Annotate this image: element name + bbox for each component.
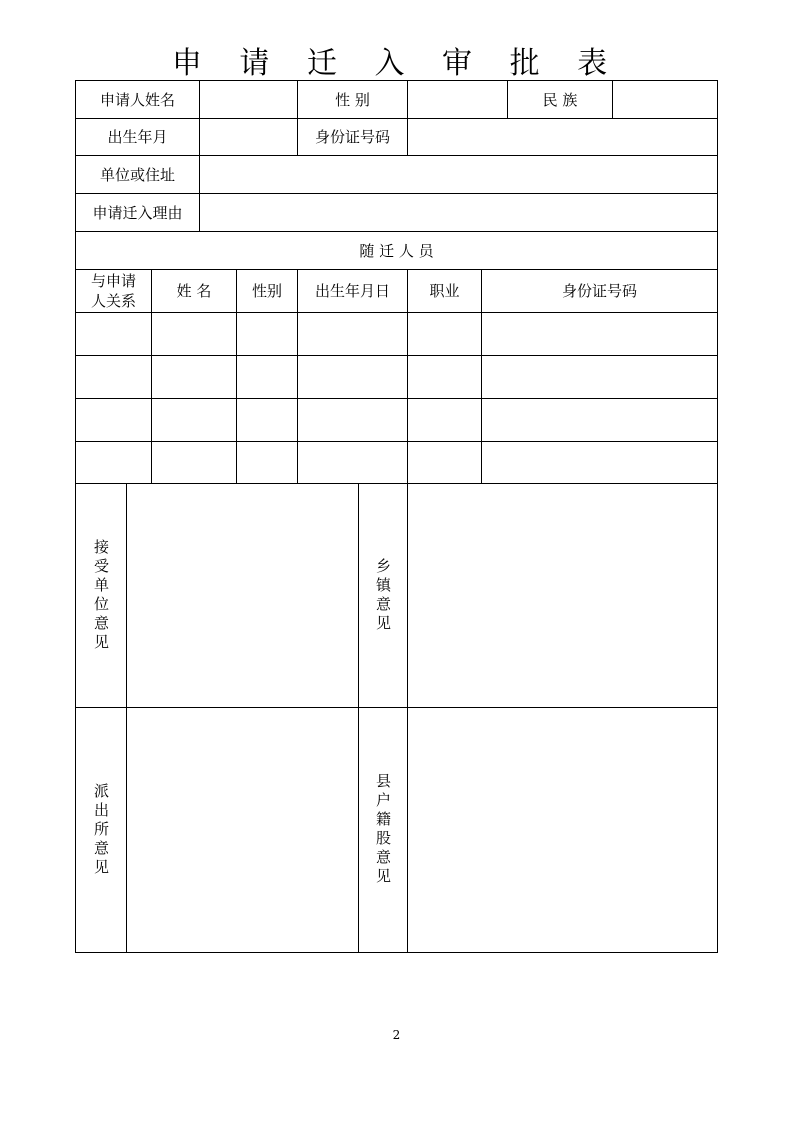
companion-cell[interactable]	[151, 398, 237, 442]
companion-cell[interactable]	[407, 441, 482, 484]
id-number-label: 身份证号码	[297, 118, 408, 156]
companion-cell[interactable]	[236, 312, 298, 356]
gender-field[interactable]	[407, 80, 508, 119]
ethnicity-label: 民 族	[507, 80, 613, 119]
companion-cell[interactable]	[151, 312, 237, 356]
companion-cell[interactable]	[407, 312, 482, 356]
police-station-opinion-field[interactable]	[126, 707, 359, 953]
col-relation: 与申请人关系	[75, 269, 152, 313]
col-occupation: 职业	[407, 269, 482, 313]
companion-cell[interactable]	[297, 355, 408, 399]
companion-cell[interactable]	[407, 355, 482, 399]
birth-field[interactable]	[199, 118, 298, 156]
address-label: 单位或住址	[75, 155, 200, 194]
gender-label: 性 别	[297, 80, 408, 119]
col-name: 姓 名	[151, 269, 237, 313]
applicant-name-label: 申请人姓名	[75, 80, 200, 119]
companion-cell[interactable]	[151, 441, 237, 484]
companion-cell[interactable]	[297, 398, 408, 442]
companion-cell[interactable]	[481, 441, 718, 484]
township-opinion-label	[358, 483, 408, 708]
companion-cell[interactable]	[75, 398, 152, 442]
companion-cell[interactable]	[236, 355, 298, 399]
col-birthdate: 出生年月日	[297, 269, 408, 313]
receiving-unit-opinion-text: 接受单位意见	[92, 538, 110, 653]
county-registry-opinion-label	[358, 707, 408, 953]
ethnicity-field[interactable]	[612, 80, 718, 119]
companion-cell[interactable]	[297, 441, 408, 484]
id-number-field[interactable]	[407, 118, 718, 156]
form-title: 申 请 迁 入 审 批 表	[171, 46, 622, 81]
police-station-opinion-text: 派出所意见	[92, 782, 110, 878]
companion-cell[interactable]	[481, 355, 718, 399]
county-registry-opinion-text: 县户籍股意见	[374, 773, 392, 887]
col-id-number: 身份证号码	[481, 269, 718, 313]
companion-cell[interactable]	[75, 312, 152, 356]
companion-cell[interactable]	[75, 355, 152, 399]
companion-cell[interactable]	[407, 398, 482, 442]
companion-cell[interactable]	[236, 398, 298, 442]
companion-cell[interactable]	[481, 398, 718, 442]
companion-cell[interactable]	[481, 312, 718, 356]
companion-cell[interactable]	[236, 441, 298, 484]
county-registry-opinion-field[interactable]	[407, 707, 718, 953]
township-opinion-field[interactable]	[407, 483, 718, 708]
birth-label: 出生年月	[75, 118, 200, 156]
township-opinion-text: 乡镇意见	[374, 557, 392, 634]
receiving-unit-opinion-label	[75, 483, 127, 708]
address-field[interactable]	[199, 155, 718, 194]
companion-cell[interactable]	[297, 312, 408, 356]
companion-cell[interactable]	[151, 355, 237, 399]
reason-label: 申请迁入理由	[75, 193, 200, 232]
application-form	[75, 80, 718, 953]
companion-cell[interactable]	[75, 441, 152, 484]
applicant-name-field[interactable]	[199, 80, 298, 119]
companions-section-title: 随 迁 人 员	[75, 231, 718, 270]
police-station-opinion-label	[75, 707, 127, 953]
col-gender: 性别	[236, 269, 298, 313]
receiving-unit-opinion-field[interactable]	[126, 483, 359, 708]
reason-field[interactable]	[199, 193, 718, 232]
page-number: 2	[392, 1028, 401, 1042]
